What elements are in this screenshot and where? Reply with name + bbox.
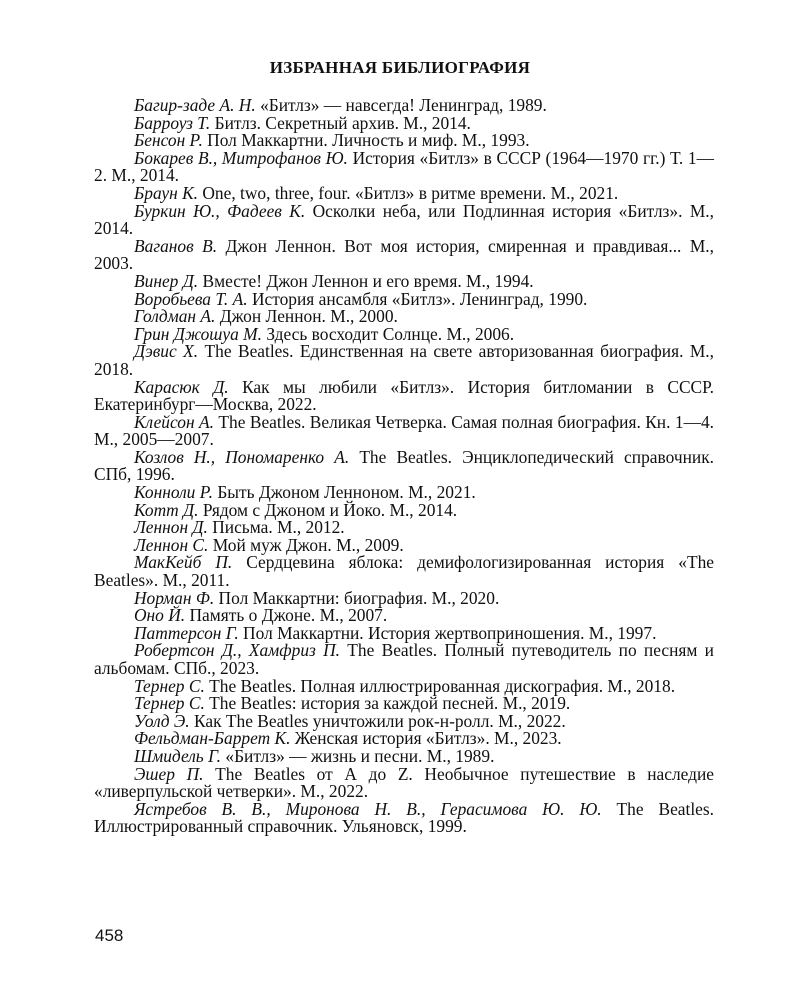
entry-text: The Beatles. Полная иллюстрированная дискография. М., 2018. — [209, 675, 676, 696]
bibliography-entry — [94, 147, 714, 186]
entry-text: Джон Леннон. М., 2000. — [219, 306, 398, 327]
bibliography-entry — [94, 446, 714, 485]
entry-text: The Beatles. Полный путеводитель по песням и альбомам. СПб., 2023. — [94, 640, 714, 678]
entry-text: The Beatles. Единственная на свете авторизованная биография. М., 2018. — [94, 341, 714, 379]
entry-author: Грин Джошуа М. — [134, 323, 263, 344]
entry-author: Дэвис Х. — [134, 341, 199, 362]
entry-author: Багир-заде А. Н. — [134, 95, 256, 115]
entry-author: Оно Й. — [134, 605, 186, 626]
entry-author: Фельдман-Баррет К. — [134, 728, 291, 749]
entry-author: Буркин Ю., Фадеев К. — [134, 200, 306, 221]
entry-author: Карасюк Д. — [134, 376, 229, 397]
entry-author: Уолд Э. — [134, 710, 190, 731]
entry-text: Битлз. Секретный архив. М., 2014. — [214, 112, 471, 133]
entry-text: История ансамбля «Битлз». Ленинград, 1990. — [251, 288, 588, 309]
entry-text: Память о Джоне. М., 2007. — [189, 605, 388, 626]
entry-author: Котт Д. — [134, 499, 199, 520]
bibliography-entry — [94, 376, 714, 415]
entry-text: Пол Маккартни. История жертвоприношения. М., 1997. — [243, 622, 657, 643]
entry-author: Леннон Д. — [134, 517, 208, 538]
entry-text: The Beatles. Великая Четверка. Самая полная биография. Кн. 1—4. М., 2005—2007. — [94, 411, 714, 450]
entry-author: Ястребов В. В., Миронова Н. В., Герасимова Ю. Ю. — [134, 798, 602, 819]
entry-author: Норман Ф. — [134, 587, 215, 608]
entry-text: История «Битлз» в СССР (1964—1970 гг.) Т. 1—2. М., 2014. — [94, 147, 714, 186]
bibliography-entry — [94, 554, 714, 589]
entry-text: One, two, three, four. «Битлз» в ритме времени. М., 2021. — [202, 182, 619, 203]
entry-text: «Битлз» — навсегда! Ленинград, 1989. — [260, 95, 547, 115]
bibliography-entry — [94, 411, 714, 450]
entry-text: The Beatles: история за каждой песней. М., 2019. — [209, 693, 571, 714]
entry-text: Рядом с Джоном и Йоко. М., 2014. — [202, 499, 458, 520]
entry-author: Винер Д. — [134, 270, 199, 291]
bibliography-entry — [94, 763, 714, 802]
entry-text: «Битлз» — жизнь и песни. М., 1989. — [225, 745, 495, 766]
entry-author: Робертсон Д., Хамфриз П. — [134, 640, 340, 661]
entry-author: Козлов Н., Пономаренко А. — [134, 446, 350, 467]
entry-author: МакКейб П. — [134, 552, 233, 573]
entry-text: Здесь восходит Солнце. М., 2006. — [266, 323, 515, 344]
entry-author: Шмидель Г. — [134, 745, 222, 766]
entry-author: Воробьева Т. А. — [134, 288, 248, 309]
entry-author: Ваганов В. — [134, 235, 218, 256]
entry-author: Паттерсон Г. — [134, 622, 239, 643]
entry-author: Леннон С. — [134, 534, 209, 555]
entry-author: Конноли Р. — [134, 482, 213, 503]
page-title: ИЗБРАННАЯ БИБЛИОГРАФИЯ — [269, 58, 531, 77]
bibliography-entry — [94, 235, 714, 274]
entry-text: Джон Леннон. Вот моя история, смиренная и правдивая... М., 2003. — [94, 235, 714, 274]
entry-author: Бенсон Р. — [134, 130, 203, 151]
entry-text: Вместе! Джон Леннон и его время. М., 1994. — [202, 270, 534, 291]
page-number: 458 — [95, 926, 124, 945]
entry-text: Как мы любили «Битлз». История битломании в СССР. Екатеринбург—Москва, 2022. — [94, 376, 714, 415]
entry-text: The Beatles. Иллюстрированный справочник. Ульяновск, 1999. — [94, 798, 714, 837]
entry-text: Пол Маккартни. Личность и миф. М., 1993. — [207, 130, 530, 151]
entry-text: Письма. М., 2012. — [212, 517, 345, 538]
bibliography-entry — [94, 200, 714, 239]
entry-text: Быть Джоном Ленноном. М., 2021. — [217, 482, 476, 503]
entry-author: Тернер С. — [134, 675, 205, 696]
entry-author: Браун К. — [134, 182, 199, 203]
entry-text: Женская история «Битлз». М., 2023. — [294, 728, 562, 749]
entry-author: Голдман А. — [134, 306, 216, 327]
entry-author: Тернер С. — [134, 693, 205, 714]
entry-text: The Beatles. Энциклопедический справочник. СПб, 1996. — [94, 446, 714, 485]
entry-author: Бокарев В., Митрофанов Ю. — [134, 147, 348, 168]
bibliography-list — [94, 97, 714, 836]
bibliography-entry — [94, 798, 714, 837]
bibliography-entry — [94, 642, 714, 677]
entry-text: Сердцевина яблока: демифологизированная история «The Beatles». М., 2011. — [94, 552, 714, 591]
bibliography-entry — [94, 343, 714, 378]
entry-text: Мой муж Джон. М., 2009. — [212, 534, 404, 555]
entry-text: Как The Beatles уничтожили рок-н-ролл. М., 2022. — [193, 710, 566, 731]
entry-text: Осколки неба, или Подлинная история «Битлз». М., 2014. — [94, 200, 714, 239]
entry-author: Эшер П. — [134, 763, 204, 784]
entry-text: Пол Маккартни: биография. М., 2020. — [218, 587, 500, 608]
entry-text: The Beatles от А до Z. Необычное путешествие в наследие «ливерпульской четверки». М., 2022. — [94, 763, 714, 802]
entry-author: Барроуз Т. — [134, 112, 211, 133]
entry-author: Клейсон А. — [134, 411, 214, 432]
